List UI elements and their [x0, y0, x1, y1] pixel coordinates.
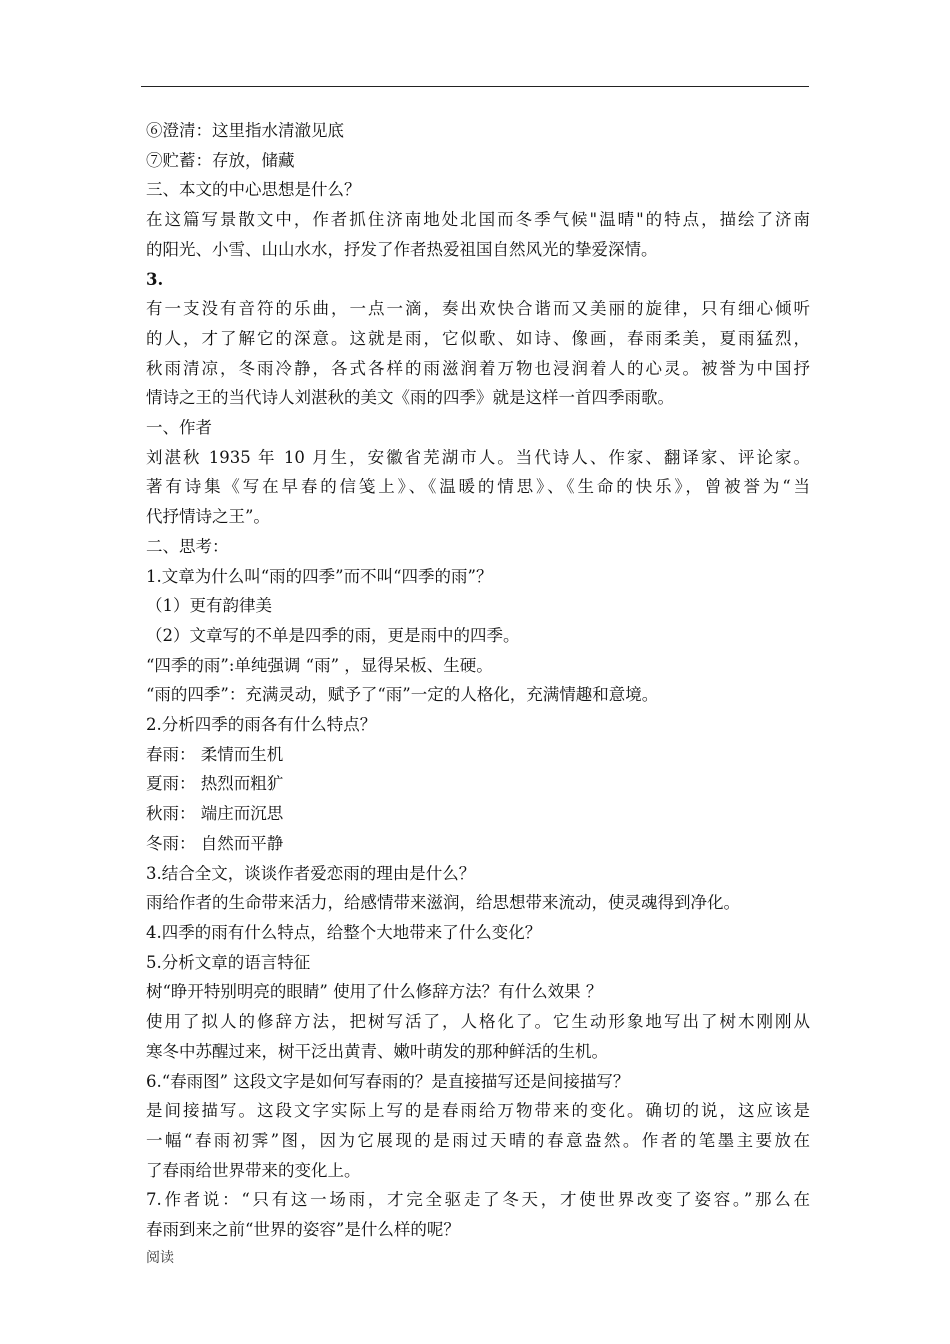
text-line: （1）更有韵律美 [146, 596, 272, 616]
page-footer: 阅读 [146, 1250, 174, 1266]
text-line: 3.结合全文，谈谈作者爱恋雨的理由是什么？ [146, 863, 476, 883]
text-line: 二、思考： [146, 536, 229, 556]
text-line: 使用了拟人的修辞方法，把树写活了，人格化了。它生动形象地写出了树木刚刚从 [146, 1012, 810, 1032]
text-line: “四季的雨”:单纯强调 “雨” ，显得呆板、生硬。 [146, 655, 493, 675]
text-line: 夏雨： 热烈而粗犷 [146, 774, 284, 794]
text-line: 雨给作者的生命带来活力，给感情带来滋润，给思想带来流动，使灵魂得到净化。 [146, 893, 740, 913]
text-line: 春雨： 柔情而生机 [146, 744, 284, 764]
text-line: 一幅“春雨初霁”图，因为它展现的是雨过天晴的春意盎然。作者的笔墨主要放在 [146, 1130, 810, 1150]
text-line: 2.分析四季的雨各有什么特点？ [146, 715, 377, 735]
text-line: 3. [146, 269, 164, 289]
text-line: 一、作者 [146, 418, 212, 438]
text-line: 有一支没有音符的乐曲，一点一滴，奏出欢快合谐而又美丽的旋律，只有细心倾听 [146, 299, 810, 319]
text-line: （2）文章写的不单是四季的雨，更是雨中的四季。 [146, 625, 520, 645]
document-body [146, 116, 810, 1245]
text-line: ⑦贮蓄：存放，储藏 [146, 150, 295, 170]
text-line: ⑥澄清：这里指水清澈见底 [146, 121, 344, 140]
text-line: 冬雨： 自然而平静 [146, 833, 284, 853]
text-line: “雨的四季”：充满灵动，赋予了“雨”一定的人格化，充满情趣和意境。 [146, 685, 659, 705]
text-line: 情诗之王的当代诗人刘湛秋的美文《雨的四季》就是这样一首四季雨歌。 [146, 388, 674, 408]
text-line: 在这篇写景散文中，作者抓住济南地处北国而冬季气候"温晴"的特点，描绘了济南 [146, 210, 810, 230]
text-line: 寒冬中苏醒过来，树干泛出黄青、嫩叶萌发的那种鲜活的生机。 [146, 1041, 608, 1061]
text-line: 5.分析文章的语言特征 [146, 952, 311, 972]
text-line: 刘湛秋 1935 年 10 月生，安徽省芜湖市人。当代诗人、作家、翻译家、评论家。 [146, 447, 810, 467]
text-line: 4.四季的雨有什么特点，给整个大地带来了什么变化？ [146, 922, 542, 942]
text-line: 树“睁开特别明亮的眼睛” 使用了什么修辞方法？有什么效果 ？ [146, 982, 603, 1002]
text-line: 的阳光、小雪、山山水水，抒发了作者热爱祖国自然风光的挚爱深情。 [146, 239, 658, 259]
text-line: 了春雨给世界带来的变化上。 [146, 1160, 361, 1180]
header-rule [141, 86, 809, 87]
text-line: 春雨到来之前“世界的姿容”是什么样的呢？ [146, 1220, 460, 1240]
text-line: 著有诗集《写在早春的信笺上》、《温暖的情思》、《生命的快乐》，曾被誉为“当 [146, 477, 810, 497]
text-line: 秋雨： 端庄而沉思 [146, 804, 284, 824]
text-line: 的人，才了解它的深意。这就是雨，它似歌、如诗、像画，春雨柔美，夏雨猛烈， [146, 328, 810, 348]
text-line: 1.文章为什么叫“雨的四季”而不叫“四季的雨”？ [146, 566, 493, 586]
text-line: 6.“春雨图” 这段文字是如何写春雨的？是直接描写还是间接描写？ [146, 1071, 630, 1091]
text-line: 秋雨清凉，冬雨冷静，各式各样的雨滋润着万物也浸润着人的心灵。被誉为中国抒 [146, 358, 810, 378]
text-line: 代抒情诗之王”。 [146, 507, 270, 527]
text-line: 三、本文的中心思想是什么？ [146, 180, 361, 200]
text-line: 是间接描写。这段文字实际上写的是春雨给万物带来的变化。确切的说，这应该是 [146, 1101, 810, 1121]
text-line: 7.作者说：“只有这一场雨，才完全驱走了冬天，才使世界改变了姿容。”那么在 [146, 1190, 810, 1210]
